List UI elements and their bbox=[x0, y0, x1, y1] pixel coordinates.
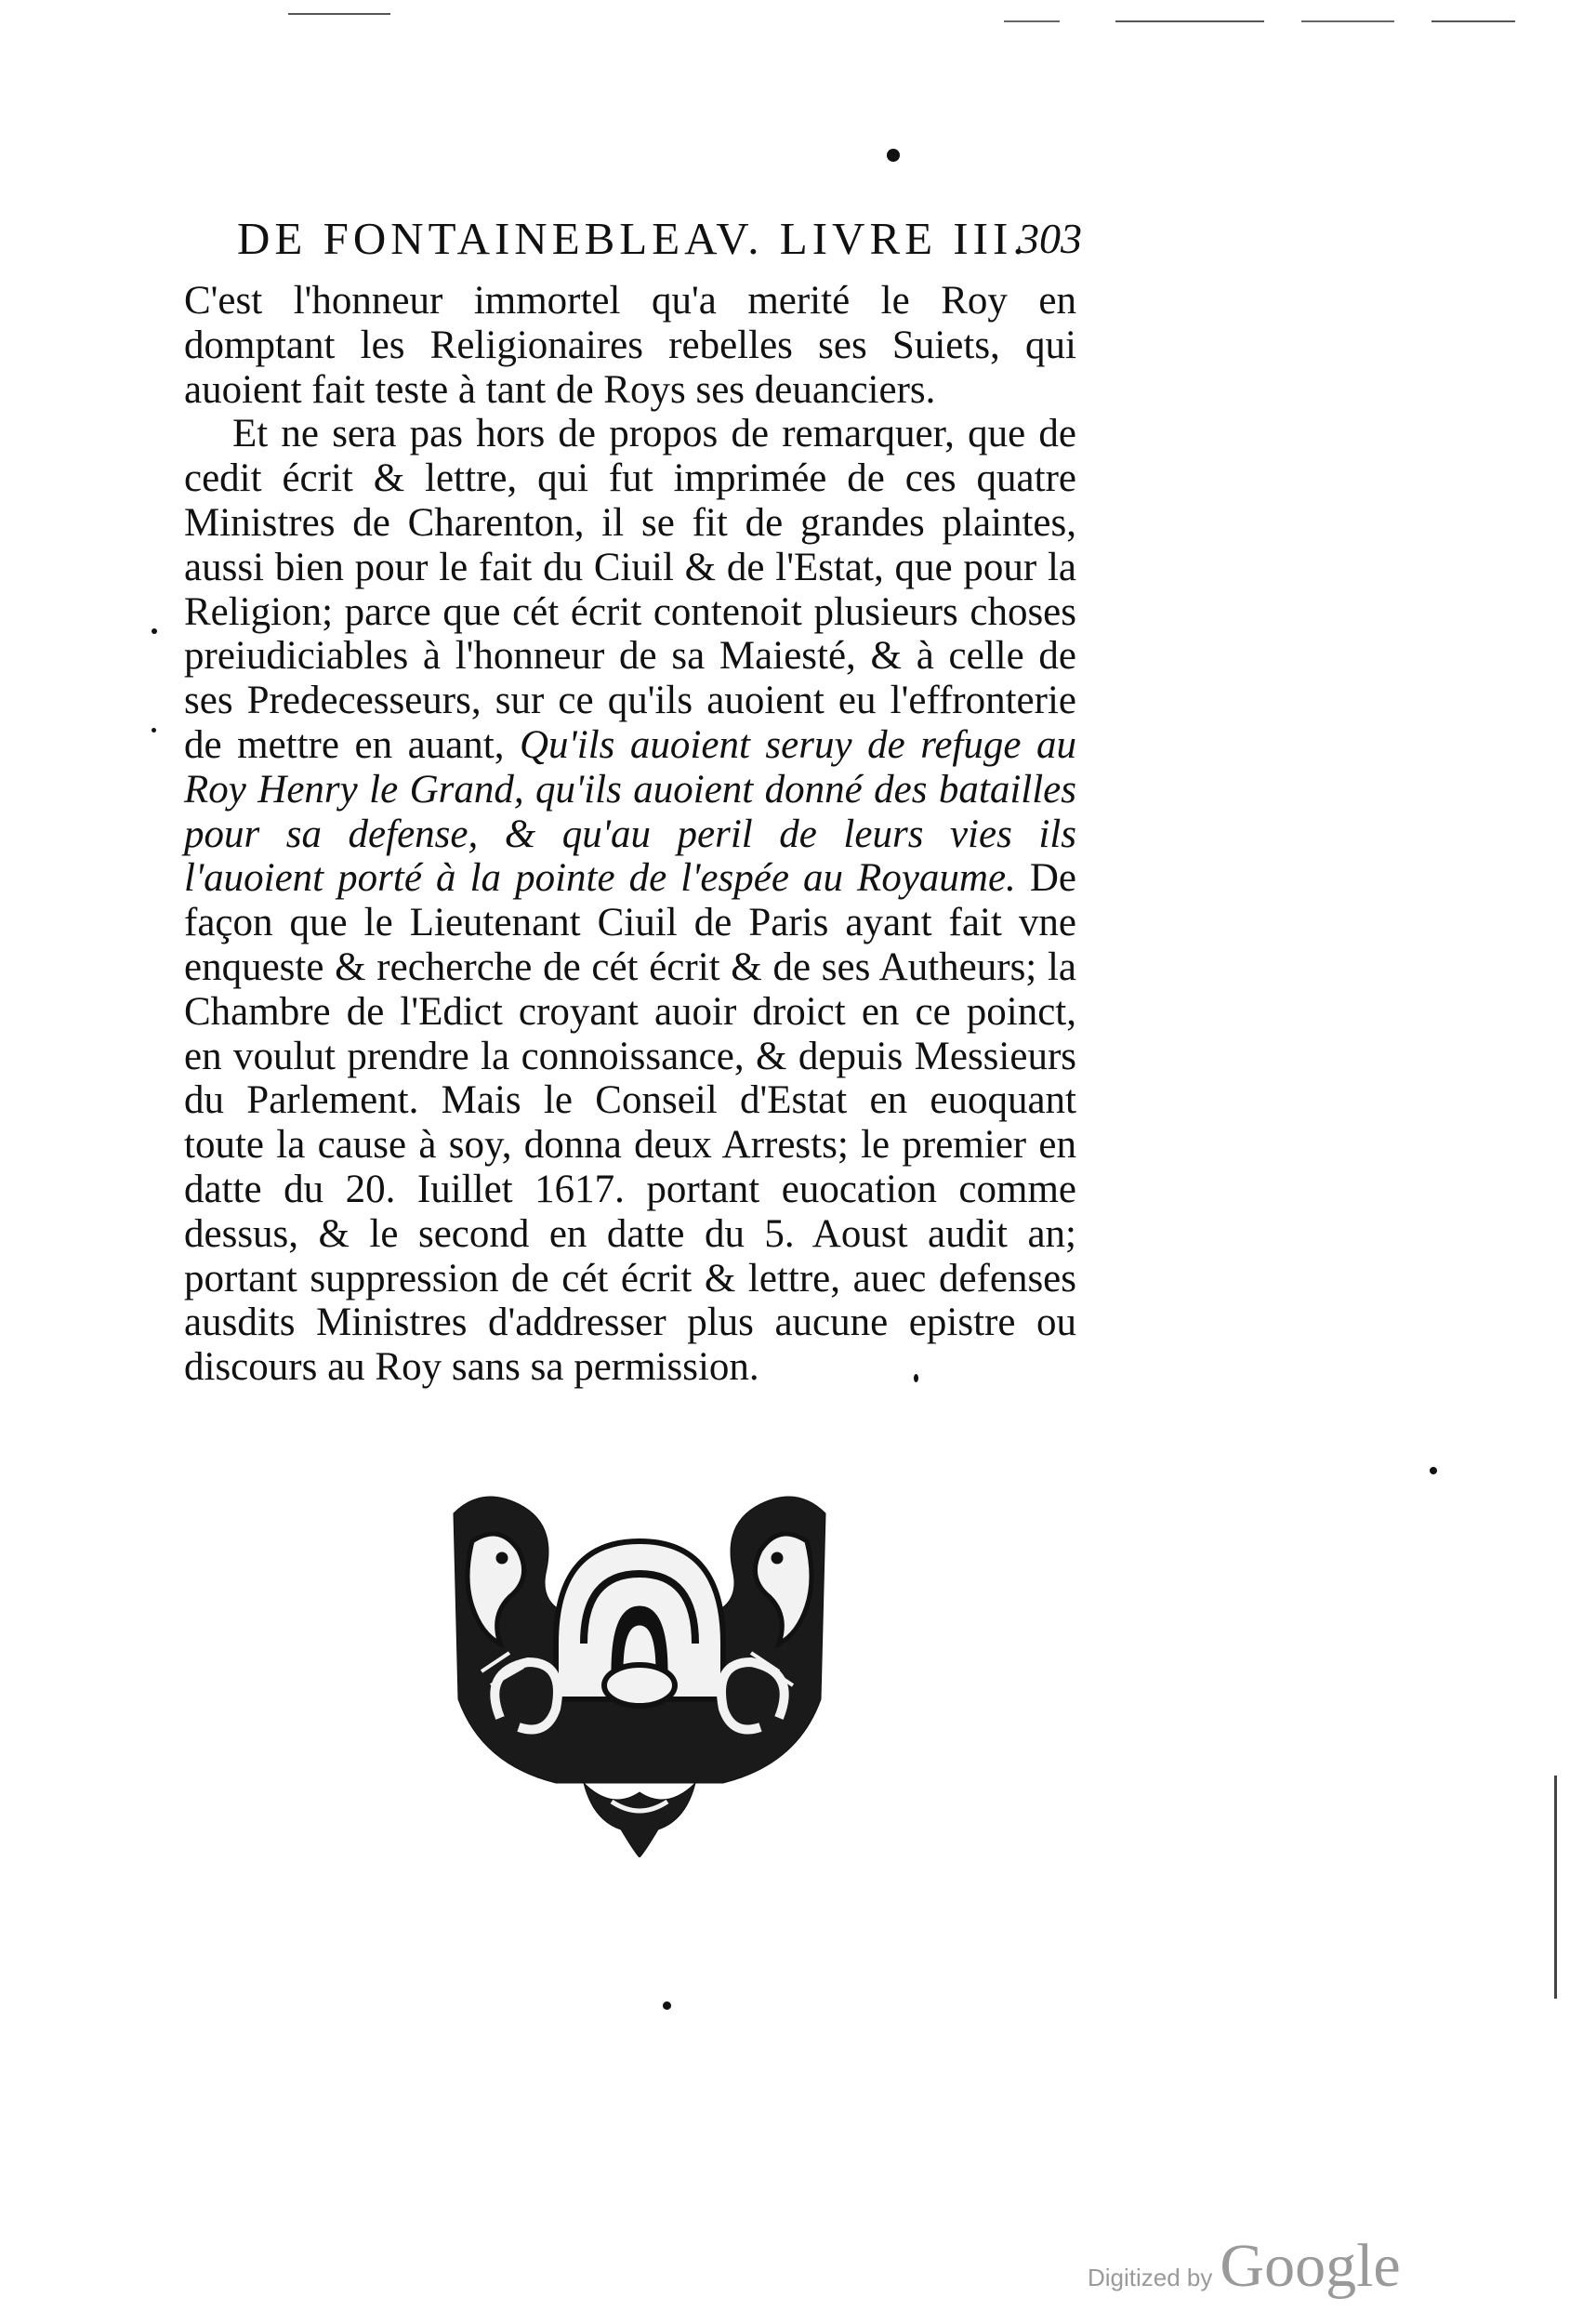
digitized-by-label: Digitized by bbox=[1088, 2264, 1213, 2291]
page-header bbox=[237, 212, 1092, 271]
ink-dot bbox=[663, 2001, 671, 2010]
page-number: 303 bbox=[1018, 215, 1082, 262]
scan-edge-mark bbox=[1115, 20, 1264, 22]
paragraph-1-text: C'est l'honneur immortel qu'a merité le Roy en domptant les Religionaires rebelles ses Suiets, qui auoient fait teste à tant de Roys ses deuanciers. bbox=[184, 279, 1076, 412]
body-text bbox=[184, 279, 1076, 1390]
paragraph-2 bbox=[184, 412, 1076, 1390]
paragraph-2-text-after-quote: De façon que le Lieutenant Ciuil de Paris ayant fait vne enqueste & recherche de cét écrit & de ses Autheurs; la Chambre de l'Edict croyant auoir droict en ce poinct, en voulut prendre la connoissance, & depuis Messieurs du Parlement. Mais le Conseil d'Estat en euoquant toute la cause à soy, donna deux Arrests; le premier en datte du 20. Iuillet 1617. portant euocation comme dessus, & le second en datte du 5. Aoust audit an; portant suppression de cét écrit & lettre, auec defenses ausdits Ministres d'addresser plus aucune epistre ou discours au Roy sans sa permission. bbox=[184, 856, 1077, 1390]
scan-edge-mark bbox=[288, 13, 390, 15]
paragraph-2-text-before-quote: Et ne sera pas hors de propos de remarquer, que de cedit écrit & lettre, qui fut imprimée de ces quatre Ministres de Charenton, il se fit de grandes plaintes, aussi bien pour le fait du Ciuil & de l'Estat, que pour la Religion; parce que cét écrit contenoit plusieurs choses preiudiciables à l'honneur de sa Maiesté, & à celle de ses Predecesseurs, sur ce qu'ils auoient eu l'effronterie de mettre en auant, bbox=[184, 412, 1076, 767]
ink-dot bbox=[1430, 1467, 1437, 1474]
paragraph-1 bbox=[184, 279, 1076, 412]
scan-edge-mark bbox=[1004, 20, 1060, 22]
scan-edge-mark bbox=[1301, 20, 1394, 22]
google-watermark bbox=[1088, 2231, 1401, 2302]
printers-ornament bbox=[444, 1486, 835, 1857]
ink-dot bbox=[887, 149, 900, 162]
google-logo: Google bbox=[1220, 2232, 1401, 2300]
scan-edge-mark bbox=[1431, 20, 1515, 22]
ink-dot bbox=[152, 628, 157, 634]
running-title: DE FONTAINEBLEAV. LIVRE III. bbox=[237, 213, 1029, 264]
paragraph-2-italic-quote: Qu'ils auoient seruy de refuge au Roy Henry le Grand, qu'ils auoient donné des batailles pour sa defense, & qu'au peril de leurs vies ils l'auoient porté à la pointe de l'espée au Royaume. bbox=[184, 722, 1076, 901]
ink-dot bbox=[152, 728, 156, 733]
scan-edge-mark bbox=[1554, 1776, 1557, 1999]
